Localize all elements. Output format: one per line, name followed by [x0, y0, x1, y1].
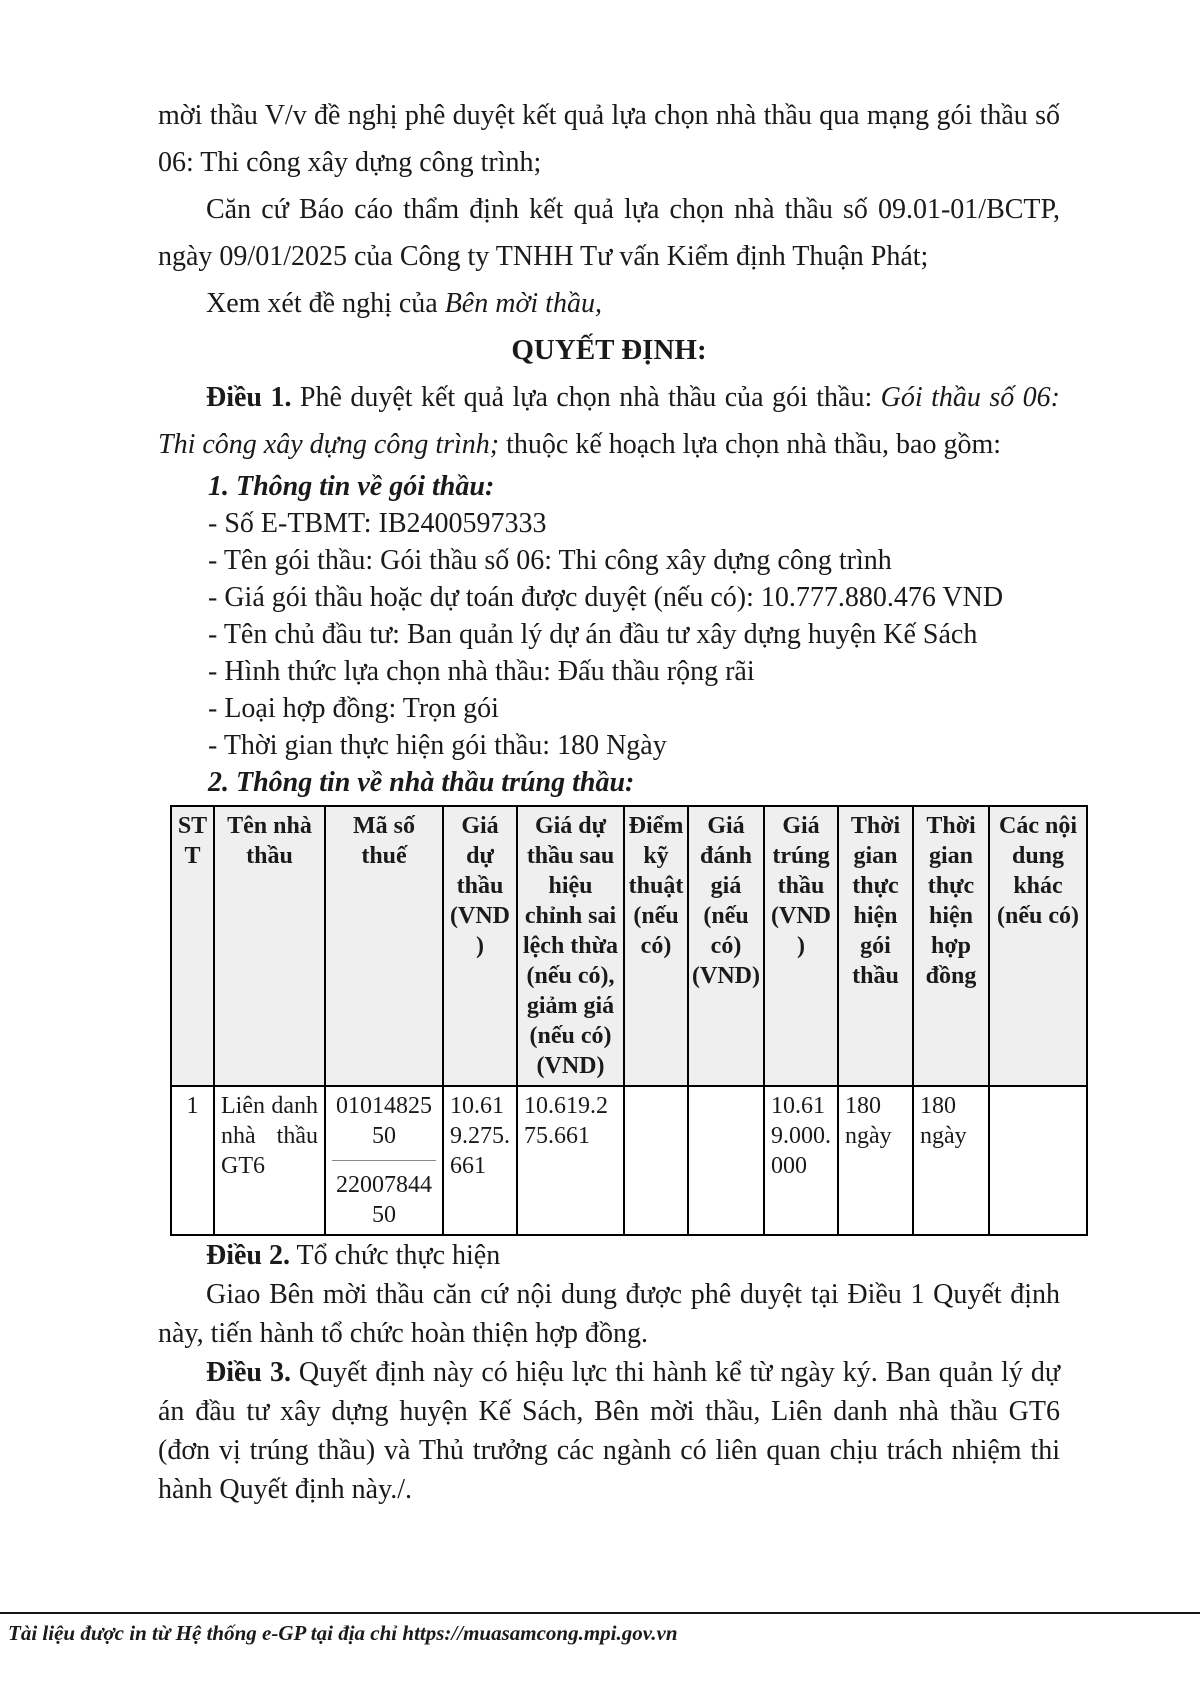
basis-text: Căn cứ Báo cáo thẩm định kết quả lựa chọn nhà thầu số 09.01-01/BCTP, ngày 09/01/2025 của Công ty TNHH Tư vấn Kiểm định Thuận Phát; — [158, 194, 1060, 272]
bullet-contract-type: - Loại hợp đồng: Trọn gói — [208, 693, 499, 724]
col-header-contractor-name: Tên nhà thầu — [214, 806, 325, 1086]
cell-other-contents — [989, 1086, 1087, 1235]
article-3-text: Quyết định này có hiệu lực thi hành kể từ ngày ký. Ban quản lý dự án đầu tư xây dựng huyện Kế Sách, Bên mời thầu, Liên danh nhà thầu GT6 (đơn vị trúng thầu) và Thủ trưởng các ngành có liên quan chịu trách nhiệm thi hành Quyết định này./. — [158, 1357, 1061, 1505]
article-2-title: Tổ chức thực hiện — [290, 1240, 501, 1271]
package-info-section — [158, 468, 1060, 801]
tax-code-2: 2200784450 — [336, 1172, 432, 1228]
article-3-label: Điều 3. — [206, 1357, 291, 1388]
article-2-body: Giao Bên mời thầu căn cứ nội dung được phê duyệt tại Điều 1 Quyết định này, tiến hành tổ chức hoàn thiện hợp đồng. — [158, 1279, 1060, 1349]
basis-paragraph — [158, 186, 1060, 280]
continuation-text: mời thầu V/v đề nghị phê duyệt kết quả lựa chọn nhà thầu qua mạng gói thầu số 06: Thi công xây dựng công trình; — [158, 100, 1060, 178]
col-header-tax-code: Mã số thuế — [325, 806, 443, 1086]
page-footer — [0, 1612, 1200, 1646]
bullet-duration: - Thời gian thực hiện gói thầu: 180 Ngày — [208, 730, 667, 761]
article-1-text: Phê duyệt kết quả lựa chọn nhà thầu của gói thầu: — [291, 382, 881, 413]
document-content — [158, 92, 1079, 1509]
article-1-tail: thuộc kế hoạch lựa chọn nhà thầu, bao gồm: — [499, 429, 1002, 460]
col-header-other-contents: Các nội dung khác (nếu có) — [989, 806, 1087, 1086]
table-row — [171, 1086, 1087, 1235]
cell-contractor-name: Liên danh nhà thầu GT6 — [214, 1086, 325, 1235]
col-header-evaluated-price: Giá đánh giá (nếu có) (VND) — [688, 806, 764, 1086]
col-header-bid-price: Giá dự thầu (VND) — [443, 806, 517, 1086]
bullet-package-price: - Giá gói thầu hoặc dự toán được duyệt (nếu có): 10.777.880.476 VND — [208, 582, 1004, 613]
tax-code-1: 0101482550 — [332, 1091, 436, 1161]
cell-adjusted-price: 10.619.275.661 — [517, 1086, 624, 1235]
article-3-paragraph — [158, 1353, 1060, 1509]
contractor-info-heading: 2. Thông tin về nhà thầu trúng thầu: — [208, 767, 635, 798]
package-info-heading: 1. Thông tin về gói thầu: — [208, 471, 495, 502]
col-header-contract-duration: Thời gian thực hiện hợp đồng — [913, 806, 989, 1086]
bullet-selection-method: - Hình thức lựa chọn nhà thầu: Đấu thầu rộng rãi — [208, 656, 755, 687]
bullet-investor: - Tên chủ đầu tư: Ban quản lý dự án đầu tư xây dựng huyện Kế Sách — [208, 619, 978, 650]
continuation-paragraph — [158, 92, 1060, 186]
cell-tax-codes — [325, 1086, 443, 1235]
cell-bid-price: 10.619.275.661 — [443, 1086, 517, 1235]
table-header-row — [171, 806, 1087, 1086]
col-header-stt: STT — [171, 806, 214, 1086]
cell-contract-duration: 180 ngày — [913, 1086, 989, 1235]
cell-package-duration: 180 ngày — [838, 1086, 913, 1235]
cell-evaluated-price — [688, 1086, 764, 1235]
consideration-text: Xem xét đề nghị của — [206, 288, 445, 319]
cell-stt: 1 — [171, 1086, 214, 1235]
col-header-technical-score: Điểm kỹ thuật (nếu có) — [624, 806, 688, 1086]
cell-technical-score — [624, 1086, 688, 1235]
consideration-paragraph — [158, 280, 1060, 327]
bullet-package-name: - Tên gói thầu: Gói thầu số 06: Thi công xây dựng công trình — [208, 545, 892, 576]
cell-winning-price: 10.619.000.000 — [764, 1086, 838, 1235]
article-1-paragraph — [158, 374, 1060, 468]
bullet-etbmt: - Số E-TBMT: IB2400597333 — [208, 508, 547, 539]
footer-note: Tài liệu được in từ Hệ thống e-GP tại địa chỉ https://muasamcong.mpi.gov.vn — [8, 1621, 678, 1645]
decision-heading: QUYẾT ĐỊNH: — [511, 334, 707, 366]
article-1-label: Điều 1. — [206, 382, 292, 413]
bid-results-table — [170, 805, 1088, 1236]
col-header-package-duration: Thời gian thực hiện gói thầu — [838, 806, 913, 1086]
article-2-heading — [158, 1236, 1060, 1275]
article-2-label: Điều 2. — [206, 1240, 290, 1271]
article-1-package-name: Gói thầu số 06: Thi công xây dựng công trình; — [158, 382, 1060, 460]
consideration-italic-text: Bên mời thầu, — [444, 288, 602, 319]
col-header-winning-price: Giá trúng thầu (VND) — [764, 806, 838, 1086]
col-header-adjusted-price: Giá dự thầu sau hiệu chỉnh sai lệch thừa (nếu có), giảm giá (nếu có) (VND) — [517, 806, 624, 1086]
